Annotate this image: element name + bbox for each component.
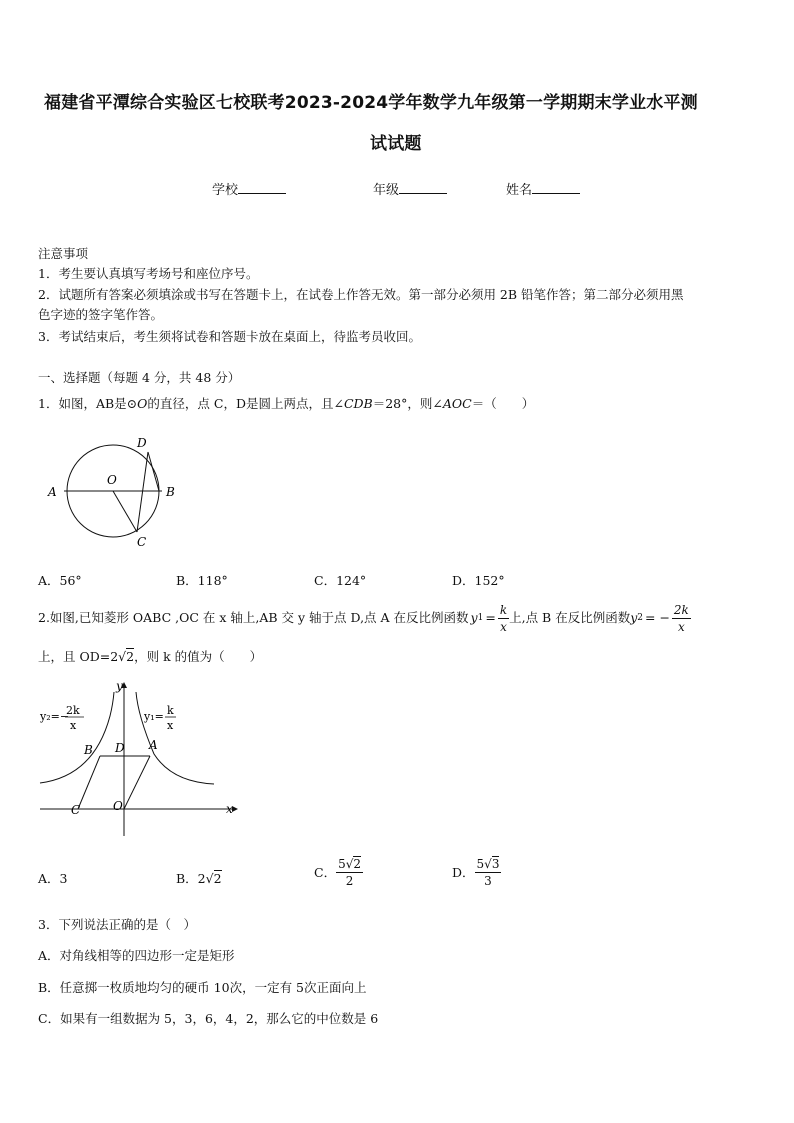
circle-symbol: ⊙ [126, 396, 138, 411]
q2-y2: y [630, 610, 638, 625]
point-label-d2: D [115, 741, 125, 755]
label-y1: y₁= [144, 710, 164, 723]
axis-label-y: y [116, 679, 123, 693]
q2-option-a: A．3 [38, 871, 68, 886]
point-label-c: C [137, 535, 147, 549]
q2-option-c [314, 858, 363, 887]
q2-frac2-num: 2k [673, 602, 689, 617]
q2-text-a: 2.如图,已知菱形 OABC ,OC 在 x 轴上,AB 交 y 轴于点 D,点 A 在反比例函数 [38, 610, 469, 625]
label-y2-den: x [70, 719, 77, 732]
q2-option-b-prefix: B．2 [176, 871, 206, 886]
point-label-b2: B [84, 743, 93, 757]
point-label-d: D [137, 436, 147, 450]
q1-stem [38, 395, 534, 413]
q2-option-d-rad: 3 [491, 857, 500, 871]
q2-stem-line1 [38, 600, 691, 636]
q2-eq2: = − [645, 610, 670, 625]
label-y1-den: x [167, 719, 174, 732]
q2-option-b-rad: 2 [213, 871, 222, 886]
name-label: 姓名 [506, 183, 533, 198]
curve-y1 [136, 692, 214, 784]
sqrt-sign: √ [118, 649, 127, 664]
q2-eq1: = [485, 610, 496, 625]
q2-frac1-num: k [499, 602, 508, 617]
point-label-a2: A [149, 738, 158, 752]
label-y1-num: k [167, 704, 174, 717]
circle-O: O [137, 396, 148, 411]
q1-text-c: ＝28°，则∠ [372, 396, 443, 411]
q2-fraction-2k-over-x [672, 604, 691, 633]
point-label-o: O [107, 473, 117, 487]
axis-label-x: x [226, 802, 233, 816]
q2-option-d-den: 3 [484, 874, 492, 888]
x-axis-arrow [232, 806, 238, 812]
q1-circle-figure [40, 430, 190, 555]
school-field [212, 181, 286, 201]
notice-item-2-cont: 色字迹的签字笔作答。 [38, 307, 164, 322]
sqrt-sign: √ [205, 871, 214, 886]
q2-option-d-coef: 5 [476, 857, 485, 871]
label-y2-num: 2k [66, 704, 80, 717]
sqrt-sign: √ [484, 857, 492, 871]
grade-field [373, 181, 447, 201]
q2-text-b: 上,点 B 在反比例函数 [509, 610, 631, 625]
grade-blank [399, 181, 447, 194]
q3-option-a: A．对角线相等的四边形一定是矩形 [38, 948, 235, 963]
q2-option-d-num [475, 858, 502, 873]
q2-option-b [176, 870, 222, 888]
point-label-o2: O [113, 799, 123, 813]
q2-option-c-num [336, 858, 363, 873]
grade-label: 年级 [373, 183, 400, 198]
q2-sqrt-radicand: 2 [126, 649, 135, 664]
notice-heading: 注意事项 [38, 246, 89, 261]
q1-option-a: A．56° [38, 573, 82, 588]
q2-rhombus-figure [36, 676, 246, 844]
q1-option-d: D．152° [452, 573, 505, 588]
q1-text-d: ＝（ ） [471, 396, 535, 411]
point-label-c2: C [71, 803, 81, 817]
q2-y1: y [470, 610, 478, 625]
label-y2: y₂=− [40, 710, 70, 723]
q1-angle-aoc: AOC [442, 396, 472, 411]
q1-angle-cdb: CDB [343, 396, 373, 411]
notice-item-2: 2．试题所有答案必须填涂或书写在答题卡上，在试卷上作答无效。第一部分必须用 2B 铅笔作答；第二部分必须用黑 [38, 287, 684, 302]
q2-y2-sub: 2 [637, 613, 643, 623]
exam-title-line1: 福建省平潭综合实验区七校联考2023-2024学年数学九年级第一学期期末学业水平测 [44, 93, 698, 113]
school-blank [238, 181, 286, 194]
q2-y1-sub: 1 [477, 613, 484, 623]
q1-text-b: 的直径，点 C，D是圆上两点，且∠ [147, 396, 344, 411]
q2-text-c: 上，且 OD=2 [38, 649, 119, 664]
point-label-a: A [48, 485, 57, 499]
segment-bc [78, 756, 100, 809]
name-field [506, 181, 580, 201]
segment-oc [113, 491, 137, 532]
q2-option-c-prefix: C． [314, 864, 337, 880]
q3-option-b: B．任意掷一枚质地均匀的硬币 10次，一定有 5次正面向上 [38, 980, 367, 995]
q3-stem: 3．下列说法正确的是（ ） [38, 917, 196, 932]
q2-option-d-fraction [475, 858, 502, 887]
notice-item-1: 1．考生要认真填写考场号和座位序号。 [38, 266, 259, 281]
segment-oa [124, 756, 150, 809]
q1-option-c: C．124° [314, 573, 367, 588]
q3-option-c: C．如果有一组数据为 5，3，6，4，2，那么它的中位数是 6 [38, 1011, 379, 1026]
notice-item-3: 3．考试结束后，考生须将试卷和答题卡放在桌面上，待监考员收回。 [38, 329, 421, 344]
school-label: 学校 [212, 183, 239, 198]
q2-frac1-den: x [500, 619, 507, 634]
segment-cd [137, 452, 148, 532]
exam-title-line2: 试试题 [370, 134, 422, 154]
q2-text-d: ，则 k 的值为（ ） [134, 649, 263, 664]
q2-frac2-den: x [677, 619, 685, 634]
name-blank [532, 181, 580, 194]
sqrt-sign: √ [345, 857, 354, 871]
section-heading: 一、选择题（每题 4 分，共 48 分） [38, 370, 241, 385]
q2-option-d-prefix: D． [452, 864, 475, 880]
q2-stem-line2 [38, 648, 262, 666]
q2-option-c-den: 2 [345, 874, 354, 888]
point-label-b: B [166, 485, 175, 499]
q2-option-c-coef: 5 [338, 857, 346, 871]
q2-option-d [452, 858, 501, 887]
q2-option-c-rad: 2 [353, 857, 362, 871]
q1-option-b: B．118° [176, 573, 228, 588]
q1-text-a: 1．如图，AB是 [38, 396, 127, 411]
q2-option-c-fraction [336, 858, 363, 887]
q2-fraction-k-over-x [498, 604, 509, 633]
segment-db [148, 452, 159, 491]
